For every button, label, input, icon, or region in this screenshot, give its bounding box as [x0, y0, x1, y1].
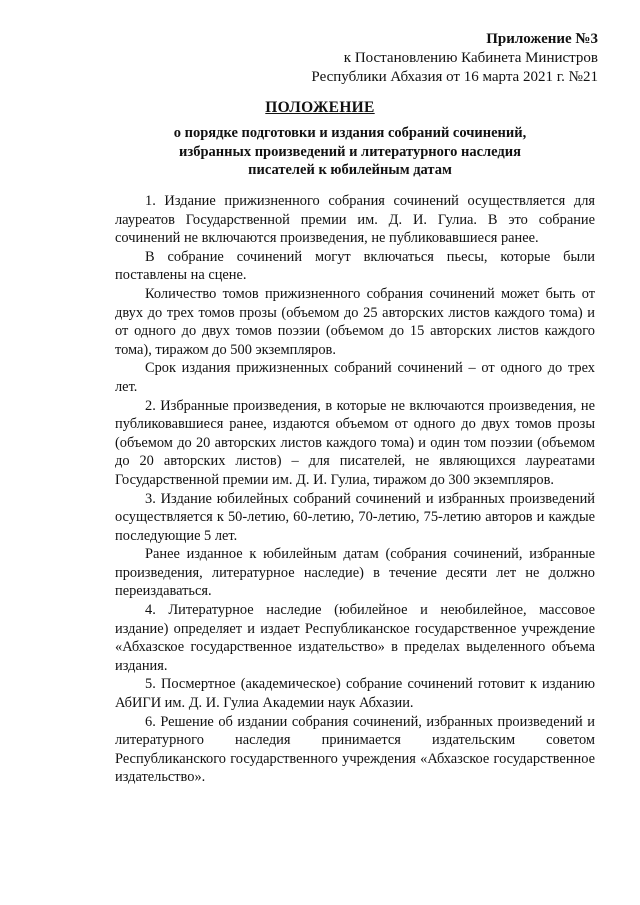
paragraph-5: 2. Избранные произведения, в которые не включаются произведения, не публиковавшиеся ранее, издаются объемом от одного до двух томов прозы (объемом до 20 авторских листов каждого тома) и один том поэзии (объемом до 20 авторских листов) – для писателей, не являющихся лауреатами Государственной премии им. Д. И. Гулиа, тиражом до 300 экземпляров.	[115, 397, 595, 488]
appendix-line-2: Республики Абхазия от 16 марта 2021 г. №21	[311, 69, 598, 85]
document-body	[115, 192, 595, 787]
subtitle-line-1: о порядке подготовки и издания собраний сочинений,	[173, 125, 527, 141]
appendix-number: Приложение №3	[486, 31, 598, 47]
paragraph-1: 1. Издание прижизненного собрания сочинений осуществляется для лауреатов Государственной премии им. Д. И. Гулиа. В это собрание сочинений не включаются произведения, не публиковавшиеся ранее.	[115, 193, 595, 247]
paragraph-7: Ранее изданное к юбилейным датам (собрания сочинений, избранные произведения, литературное наследие) в течение десяти лет не должно переиздаваться.	[115, 546, 595, 600]
paragraph-4: Срок издания прижизненных собраний сочинений – от одного до трех лет.	[115, 360, 595, 395]
paragraph-10: 6. Решение об издании собрания сочинений, избранных произведений и литературного наследия принимается издательским советом Республиканского государственного учреждения «Абхазское государственное издательство».	[115, 713, 595, 786]
document-title: ПОЛОЖЕНИЕ	[265, 99, 375, 116]
appendix-line-1: к Постановлению Кабинета Министров	[343, 50, 598, 66]
subtitle-line-3: писателей к юбилейным датам	[248, 162, 452, 178]
paragraph-2: В собрание сочинений могут включаться пьесы, которые были поставлены на сцене.	[115, 248, 595, 284]
paragraph-3: Количество томов прижизненного собрания сочинений может быть от двух до трех томов прозы (объемом до 25 авторских листов каждого тома) и от одного до двух томов поэзии (объемом до 15 авторских листов каждого тома), тиражом до 500 экземпляров.	[115, 285, 595, 358]
subtitle-line-2: избранных произведений и литературного наследия	[179, 143, 521, 160]
paragraph-9: 5. Посмертное (академическое) собрание сочинений готовит к изданию АбИГИ им. Д. И. Гулиа Академии наук Абхазии.	[115, 676, 595, 712]
paragraph-8: 4. Литературное наследие (юбилейное и неюбилейное, массовое издание) определяет и издает Республиканское государственное учреждение «Абхазское государственное издательство» в пределах выделенного объема издания.	[115, 602, 595, 674]
appendix-header	[311, 30, 598, 87]
paragraph-6: 3. Издание юбилейных собраний сочинений и избранных произведений осуществляется к 50-летию, 60-летию, 70-летию, 75-летию авторов и каждые последующие 5 лет.	[115, 490, 595, 544]
document-subtitle	[110, 124, 590, 180]
